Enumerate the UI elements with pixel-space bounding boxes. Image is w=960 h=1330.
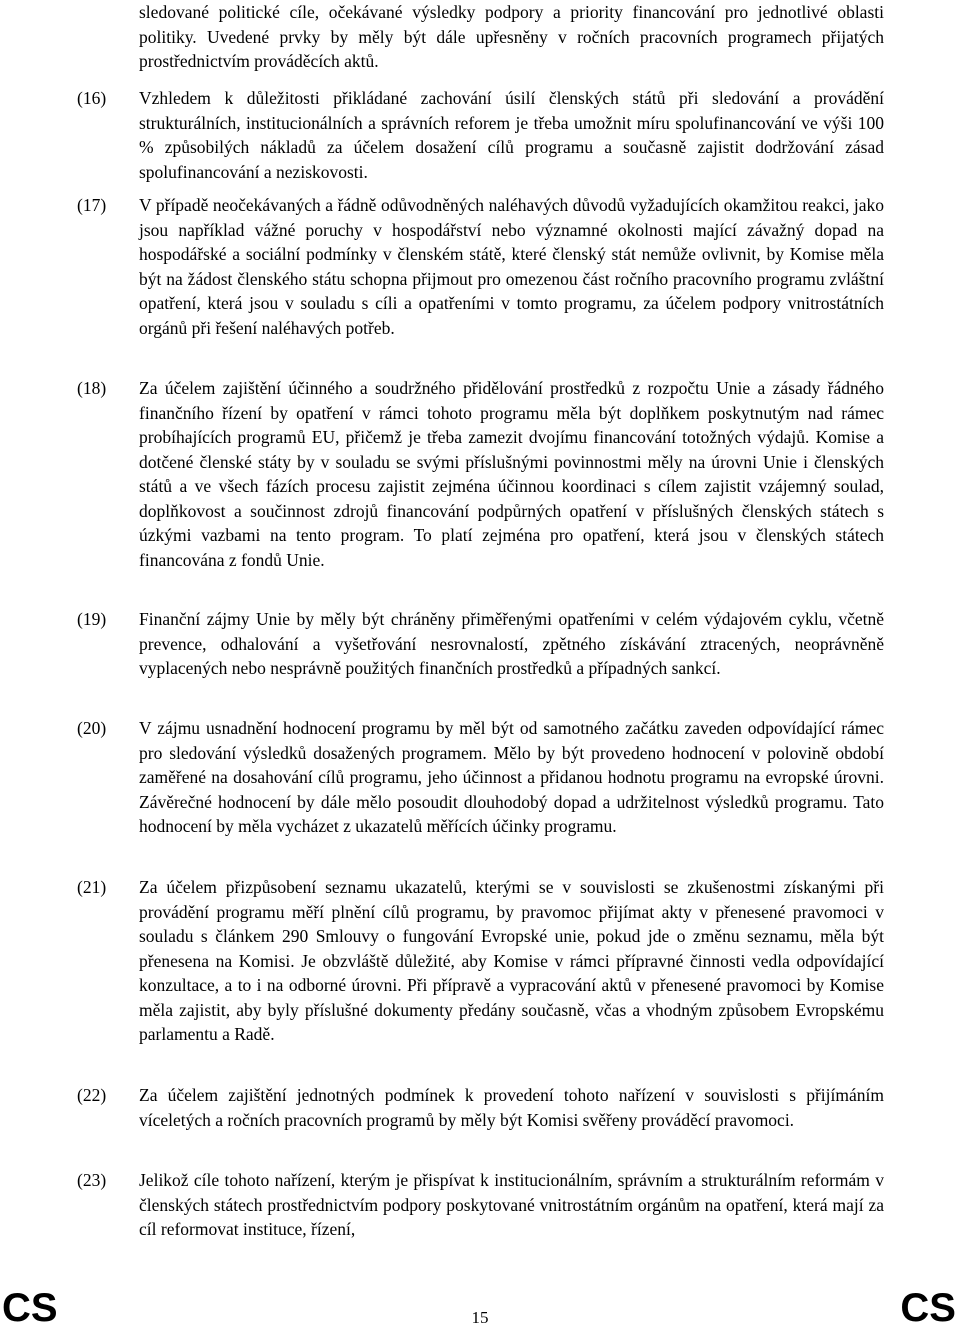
recital-number: (17) [77, 195, 107, 215]
recital-number: (18) [77, 378, 107, 398]
recital-text: Finanční zájmy Unie by měly být chráněny přiměřenými opatřeními v celém výdajovém cyklu, včetně prevence, odhalování a vyšetřování nesrovnalostí, zpětného získávání ztracených, neoprávněně vyplacených nebo nesprávně použitých finančních prostředků a případných sankcí. [139, 609, 884, 678]
intro-continuation-paragraph: sledované politické cíle, očekávané výsledky podpory a priority financování pro jednotlivé oblasti politiky. Uvedené prvky by měly být dále upřesněny v ročních pracovních programech přijatých prostřednictvím prováděcích aktů. [139, 2, 884, 71]
footer-page-number: 15 [471, 1308, 489, 1327]
recital-text: Za účelem přizpůsobení seznamu ukazatelů, kterými se v souvislosti se zkušenostmi získanými při provádění programu měří plnění cílů programu, by pravomoc přijímat akty v přenesené pravomoci v souladu s článkem 290 Smlouvy o fungování Evropské unie, pokud jde o změnu seznamu, měla být přenesena na Komisi. Je obzvláště důležité, aby Komise v rámci přípravné činnosti vedla odpovídající konzultace, a to i na odborné úrovni. Při přípravě a vypracování aktů v přenesené pravomoci by Komise měla zajistit, aby byly příslušné dokumenty předány současně, včas a vhodným způsobem Evropskému parlamentu a Radě. [139, 877, 884, 1044]
recital-number: (22) [77, 1085, 107, 1105]
footer-language-code-right: CS [900, 1286, 956, 1330]
recital-number: (23) [77, 1170, 107, 1190]
recital-text: V zájmu usnadnění hodnocení programu by měl být od samotného začátku zaveden odpovídající rámec pro sledování výsledků dosažených programem. Mělo by být provedeno hodnocení v polovině období zaměřené na dosahování cílů programu, jeho účinnost a přidanou hodnotu programu na evropské úrovni. Závěrečné hodnocení by dále mělo posoudit dlouhodobý dopad a udržitelnost výsledků programu. Tato hodnocení by měla vycházet z ukazatelů měřících účinky programu. [139, 718, 884, 836]
recital-text: Za účelem zajištění jednotných podmínek k provedení tohoto nařízení v souvislosti s přijímáním víceletých a ročních pracovních programů by měly být Komisi svěřeny prováděcí pravomoci. [139, 1085, 884, 1130]
recital-number: (21) [77, 877, 107, 897]
recital-text: V případě neočekávaných a řádně odůvodněných naléhavých důvodů vyžadujících okamžitou reakci, jako jsou například vážné poruchy v hospodářství nebo významné okolnosti mající závažný dopad na hospodářské a sociální podmínky v členském státě, které členský stát nemůže ovlivnit, by Komise měla být na žádost členského státu schopna přijmout pro omezenou část ročního pracovního programu zvláštní opatření, která jsou v souladu s cíli a opatřeními v tomto programu, za účelem podpory vnitrostátních orgánů při řešení naléhavých potřeb. [139, 195, 884, 338]
recital-number: (19) [77, 609, 107, 629]
recital-number: (16) [77, 88, 107, 108]
footer-language-code-left: CS [2, 1286, 58, 1330]
recital-text: Vzhledem k důležitosti přikládané zachování úsilí členských států při sledování a provádění strukturálních, institucionálních a správních reforem je třeba umožnit míru spolufinancování ve výši 100 % způsobilých nákladů za účelem dosažení cílů programu a současně zajistit dodržování zásad spolufinancování a neziskovosti. [139, 88, 884, 182]
recital-number: (20) [77, 718, 107, 738]
recital-text: Jelikož cíle tohoto nařízení, kterým je přispívat k institucionálním, správním a strukturálním reformám v členských státech prostřednictvím podpory poskytované vnitrostátním orgánům na opatření, která mají za cíl reformovat instituce, řízení, [139, 1170, 884, 1239]
recital-text: Za účelem zajištění účinného a soudržného přidělování prostředků z rozpočtu Unie a zásady řádného finančního řízení by opatření v rámci tohoto programu měla být doplňkem poskytnutým nad rámec probíhajících programů EU, přičemž je třeba zamezit dvojímu financování totožných výdajů. Komise a dotčené členské státy by v souladu se svými příslušnými povinnostmi měly na úrovni Unie i členských států a ve všech fázích procesu zajistit zejména účinnou koordinaci s cílem zajistit vzájemný soulad, doplňkovost a součinnost zdrojů financování podpůrných opatření v příslušných členských státech s úzkými vazbami na tento program. To platí zejména pro opatření, která jsou v členských státech financována z fondů Unie. [139, 378, 884, 570]
